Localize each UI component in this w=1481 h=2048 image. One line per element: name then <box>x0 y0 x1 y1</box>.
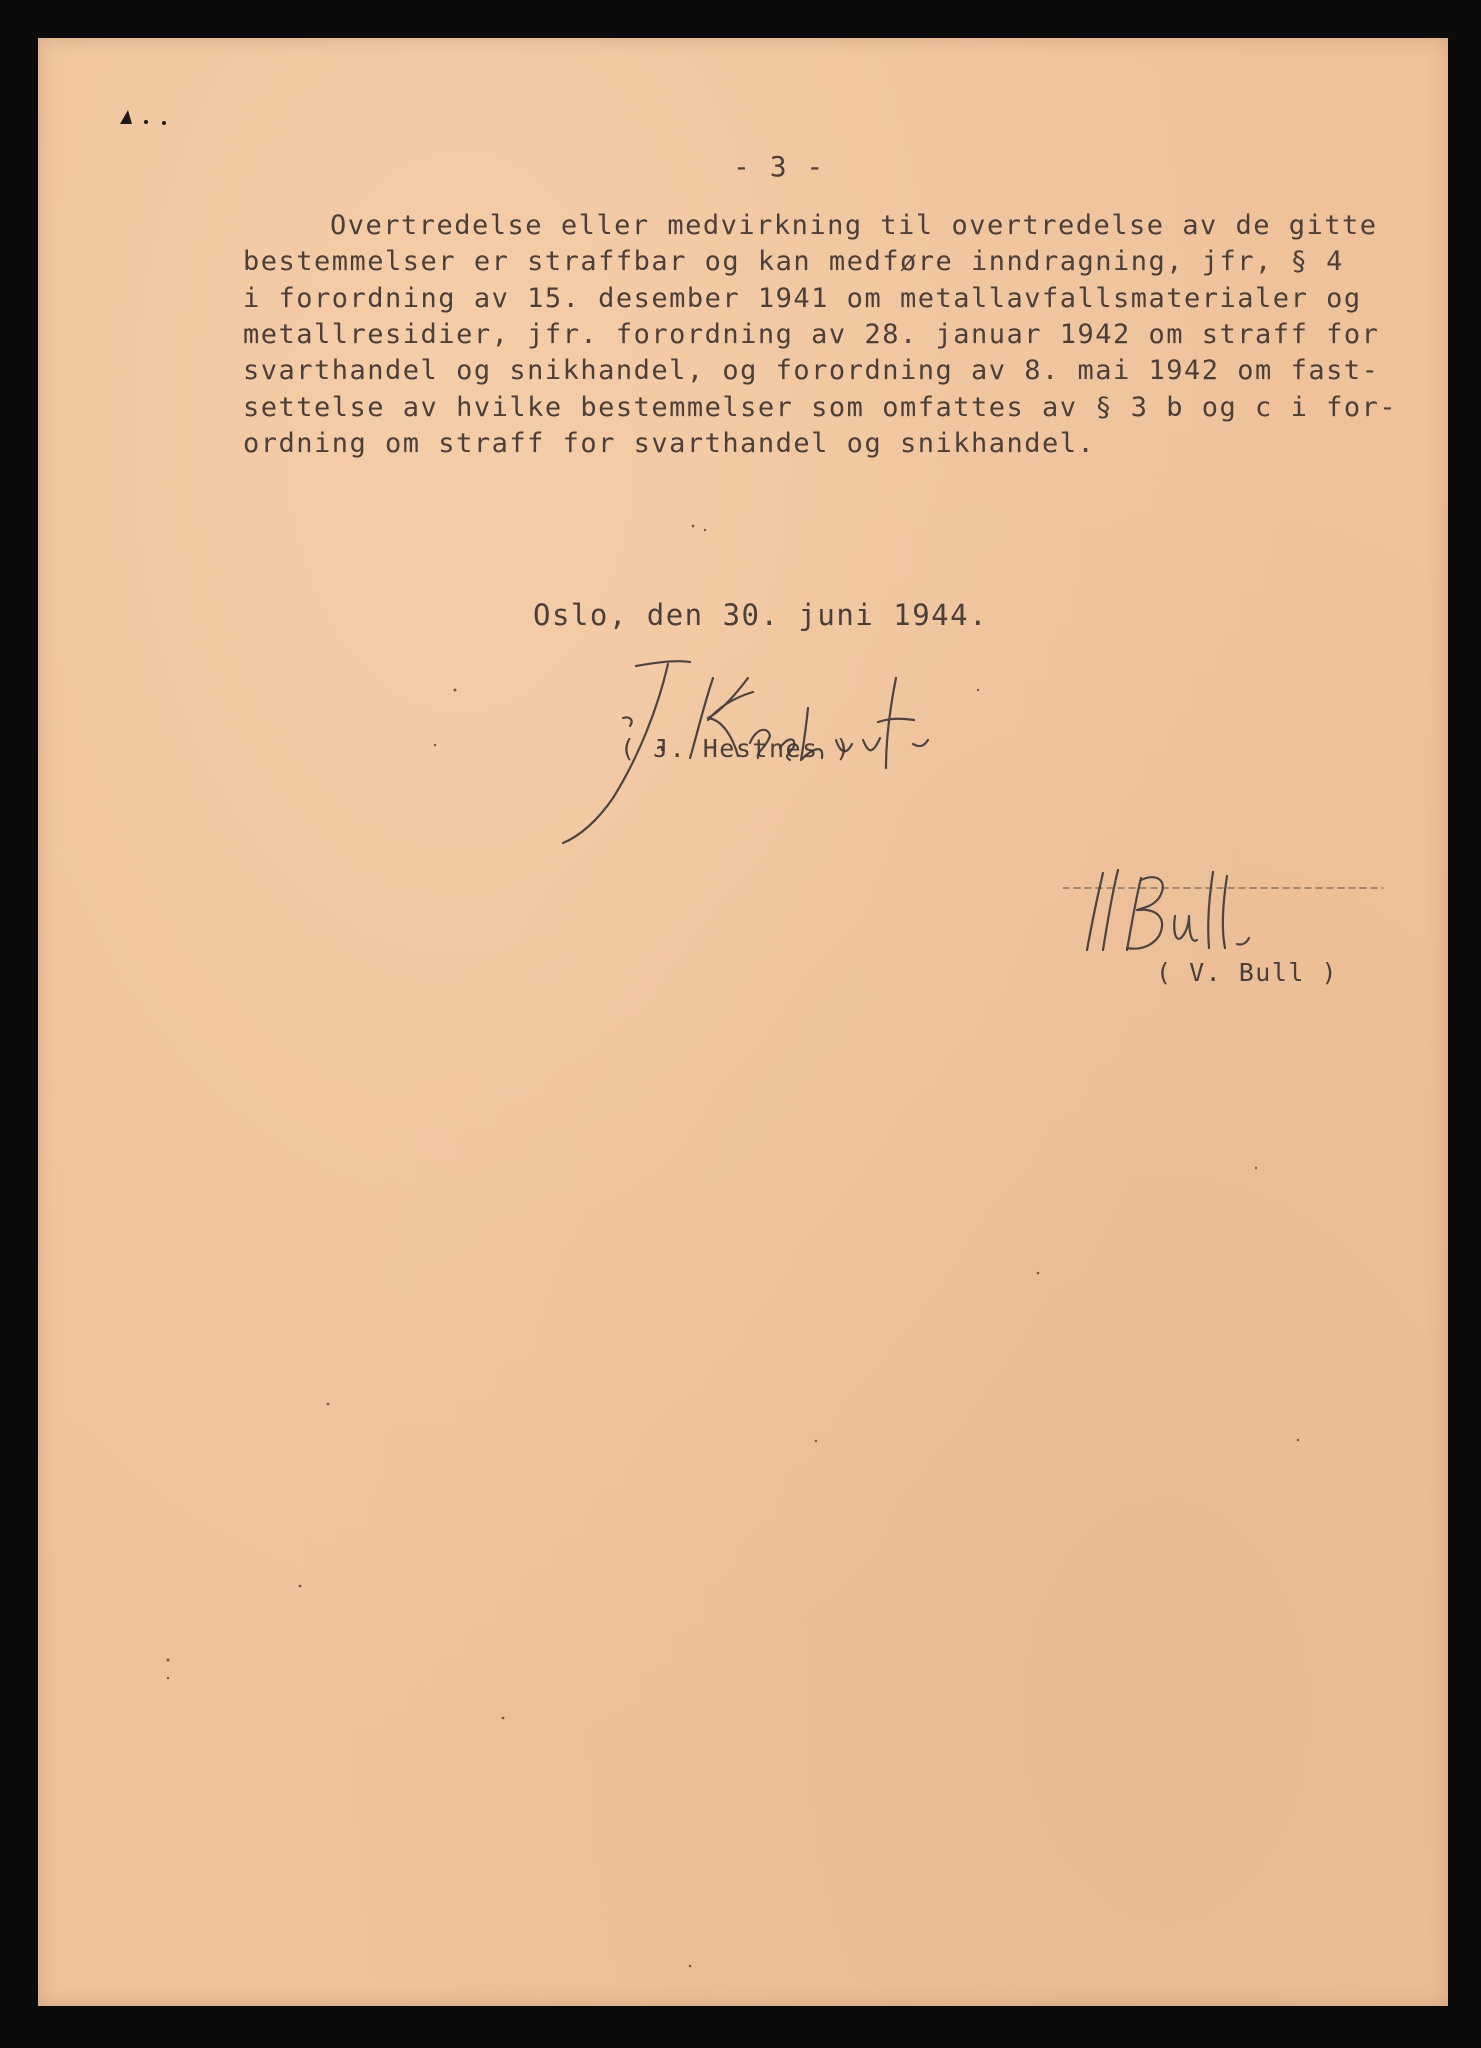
body-line-1: Overtredelse eller medvirkning til overtredelse av de gitte <box>330 210 1378 241</box>
place-date: Oslo, den 30. juni 1944. <box>533 598 989 632</box>
page-number: - 3 - <box>733 150 825 183</box>
signer-name-bull: ( V. Bull ) <box>1156 958 1339 987</box>
body-line-2: bestemmelser er straffbar og kan medføre inndragning, jfr, § 4 <box>243 246 1344 277</box>
body-line-5: svarthandel og snikhandel, og forordning av 8. mai 1942 om fast- <box>243 355 1380 386</box>
signer-name-hestnes: ( J. Hestnes ) <box>620 734 852 763</box>
document-page <box>38 38 1448 2006</box>
body-line-4: metallresidier, jfr. forordning av 28. januar 1942 om straff for <box>243 319 1380 350</box>
body-line-3: i forordning av 15. desember 1941 om metallavfallsmaterialer og <box>243 283 1362 314</box>
body-line-7: ordning om straff for svarthandel og snikhandel. <box>243 428 1096 459</box>
body-line-6: settelse av hvilke bestemmelser som omfattes av § 3 b og c i for- <box>243 392 1398 423</box>
paper-specks <box>38 38 1448 2006</box>
